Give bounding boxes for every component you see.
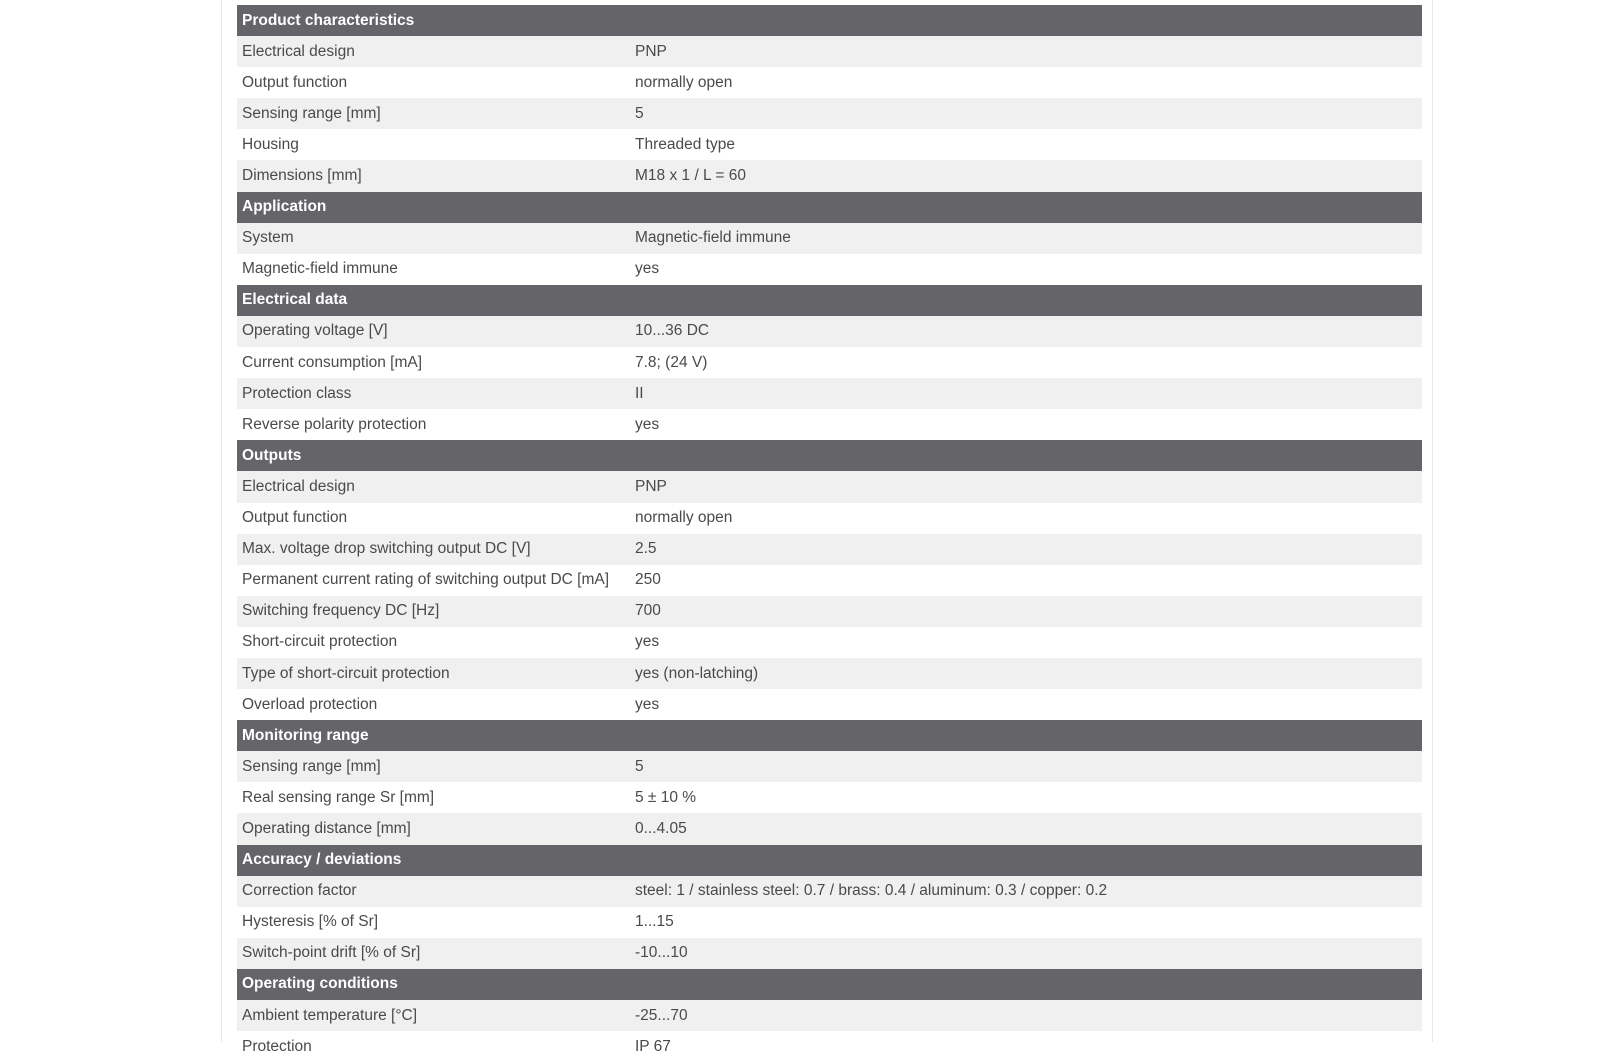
- spec-label: Operating distance [mm]: [237, 813, 630, 844]
- spec-row: [237, 658, 1422, 689]
- spec-table-body: [237, 5, 1422, 1062]
- spec-value: IP 67: [630, 1031, 1422, 1062]
- section-header: [237, 720, 1422, 751]
- spec-value: 250: [630, 565, 1422, 596]
- spec-label: Short-circuit protection: [237, 627, 630, 658]
- spec-value: -25...70: [630, 1000, 1422, 1031]
- spec-value: 700: [630, 596, 1422, 627]
- section-header: [237, 440, 1422, 471]
- spec-value: 2.5: [630, 534, 1422, 565]
- spec-row: [237, 409, 1422, 440]
- section-title: Operating conditions: [237, 969, 1422, 1000]
- spec-row: [237, 1000, 1422, 1031]
- section-header: [237, 845, 1422, 876]
- spec-value: -10...10: [630, 938, 1422, 969]
- spec-value: yes (non-latching): [630, 658, 1422, 689]
- spec-label: Current consumption [mA]: [237, 347, 630, 378]
- spec-row: [237, 751, 1422, 782]
- spec-label: Protection class: [237, 378, 630, 409]
- spec-row: [237, 98, 1422, 129]
- spec-label: Protection: [237, 1031, 630, 1062]
- spec-row: [237, 813, 1422, 844]
- spec-row: [237, 565, 1422, 596]
- spec-row: [237, 67, 1422, 98]
- spec-value: yes: [630, 689, 1422, 720]
- spec-value: M18 x 1 / L = 60: [630, 160, 1422, 191]
- spec-row: [237, 471, 1422, 502]
- spec-row: [237, 534, 1422, 565]
- spec-value: 5 ± 10 %: [630, 782, 1422, 813]
- spec-row: [237, 596, 1422, 627]
- section-title: Accuracy / deviations: [237, 845, 1422, 876]
- spec-value: 5: [630, 98, 1422, 129]
- spec-label: Output function: [237, 67, 630, 98]
- spec-value: 1...15: [630, 907, 1422, 938]
- spec-value: 0...4.05: [630, 813, 1422, 844]
- spec-row: [237, 36, 1422, 67]
- spec-value: yes: [630, 254, 1422, 285]
- spec-row: [237, 347, 1422, 378]
- spec-label: Dimensions [mm]: [237, 160, 630, 191]
- spec-label: Switching frequency DC [Hz]: [237, 596, 630, 627]
- spec-label: Overload protection: [237, 689, 630, 720]
- spec-row: [237, 129, 1422, 160]
- spec-row: [237, 782, 1422, 813]
- spec-label: Real sensing range Sr [mm]: [237, 782, 630, 813]
- spec-value: PNP: [630, 36, 1422, 67]
- spec-value: Threaded type: [630, 129, 1422, 160]
- spec-value: steel: 1 / stainless steel: 0.7 / brass: 0.4 / aluminum: 0.3 / copper: 0.2: [630, 876, 1422, 907]
- spec-label: Operating voltage [V]: [237, 316, 630, 347]
- spec-row: [237, 254, 1422, 285]
- spec-label: System: [237, 223, 630, 254]
- section-title: Product characteristics: [237, 5, 1422, 36]
- section-header: [237, 285, 1422, 316]
- spec-label: Permanent current rating of switching output DC [mA]: [237, 565, 630, 596]
- spec-value: PNP: [630, 471, 1422, 502]
- spec-row: [237, 316, 1422, 347]
- spec-label: Electrical design: [237, 471, 630, 502]
- spec-label: Hysteresis [% of Sr]: [237, 907, 630, 938]
- spec-value: 7.8; (24 V): [630, 347, 1422, 378]
- spec-label: Correction factor: [237, 876, 630, 907]
- spec-label: Sensing range [mm]: [237, 98, 630, 129]
- section-title: Application: [237, 192, 1422, 223]
- spec-row: [237, 378, 1422, 409]
- spec-label: Magnetic-field immune: [237, 254, 630, 285]
- spec-row: [237, 160, 1422, 191]
- spec-label: Housing: [237, 129, 630, 160]
- spec-row: [237, 689, 1422, 720]
- spec-value: normally open: [630, 67, 1422, 98]
- spec-value: 5: [630, 751, 1422, 782]
- spec-row: [237, 627, 1422, 658]
- spec-value: normally open: [630, 503, 1422, 534]
- spec-row: [237, 876, 1422, 907]
- spec-label: Sensing range [mm]: [237, 751, 630, 782]
- product-spec-table: [237, 5, 1422, 1062]
- section-title: Monitoring range: [237, 720, 1422, 751]
- spec-value: Magnetic-field immune: [630, 223, 1422, 254]
- spec-label: Reverse polarity protection: [237, 409, 630, 440]
- spec-row: [237, 503, 1422, 534]
- spec-label: Max. voltage drop switching output DC [V]: [237, 534, 630, 565]
- section-header: [237, 969, 1422, 1000]
- spec-row: [237, 938, 1422, 969]
- spec-row: [237, 1031, 1422, 1062]
- spec-value: yes: [630, 409, 1422, 440]
- section-title: Electrical data: [237, 285, 1422, 316]
- spec-row: [237, 223, 1422, 254]
- spec-value: II: [630, 378, 1422, 409]
- spec-label: Switch-point drift [% of Sr]: [237, 938, 630, 969]
- spec-value: yes: [630, 627, 1422, 658]
- spec-row: [237, 907, 1422, 938]
- section-header: [237, 192, 1422, 223]
- spec-label: Electrical design: [237, 36, 630, 67]
- spec-label: Ambient temperature [°C]: [237, 1000, 630, 1031]
- section-title: Outputs: [237, 440, 1422, 471]
- spec-label: Output function: [237, 503, 630, 534]
- section-header: [237, 5, 1422, 36]
- spec-label: Type of short-circuit protection: [237, 658, 630, 689]
- spec-value: 10...36 DC: [630, 316, 1422, 347]
